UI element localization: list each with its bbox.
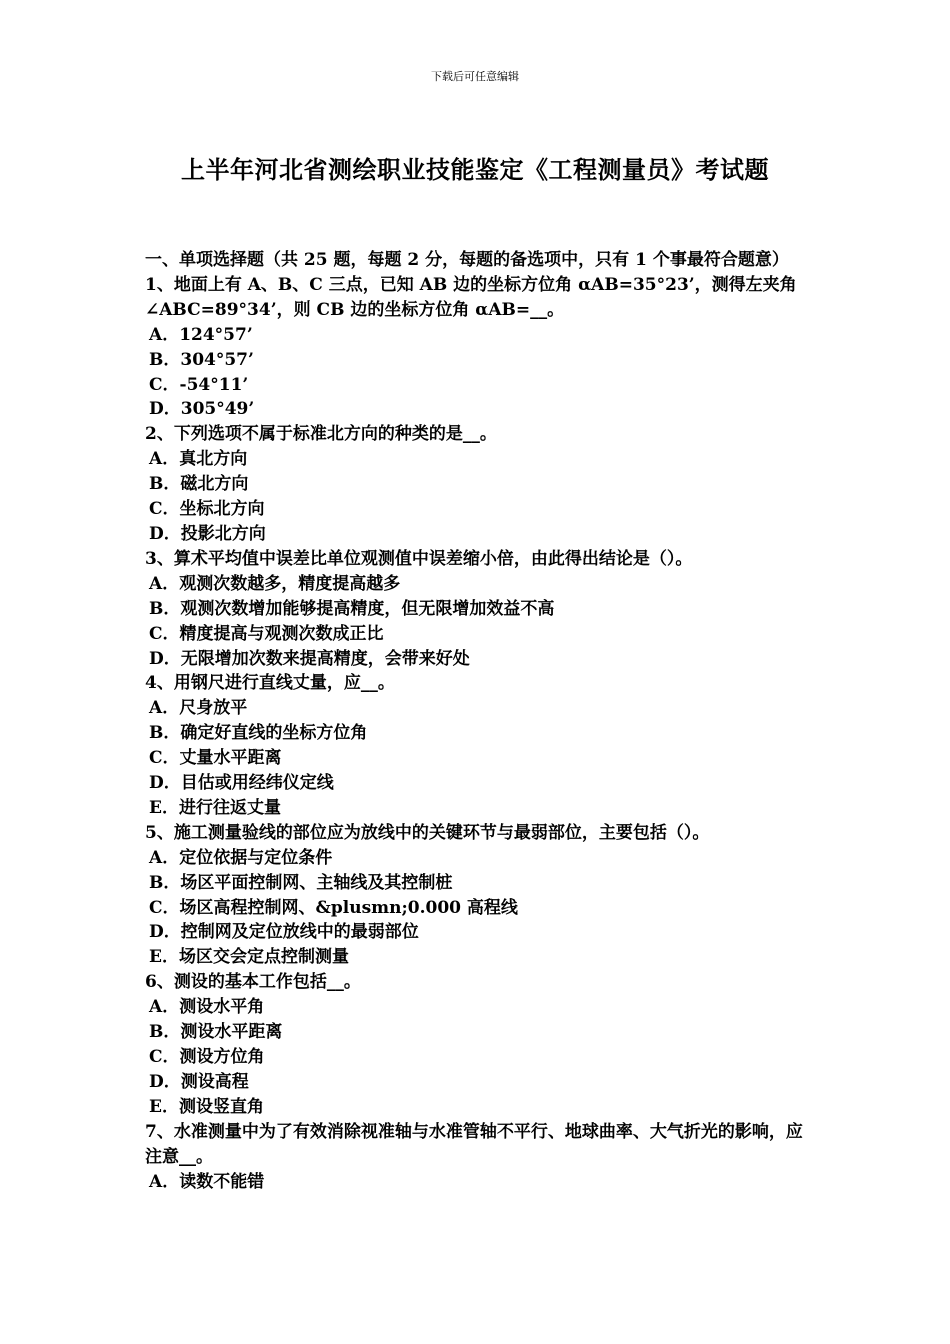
question-stem: 1、地面上有 A、B、C 三点，已知 AB 边的坐标方位角 αAB=35°23’，测得左夹角∠ABC=89°34’，则 CB 边的坐标方位角 αAB=__。 [145, 274, 797, 320]
option-c: C．坐标北方向 [149, 499, 265, 520]
option-d: D．目估或用经纬仪定线 [149, 773, 334, 794]
option-a: A．真北方向 [149, 449, 248, 470]
document-body [145, 248, 810, 1194]
option-d: D．投影北方向 [149, 523, 266, 544]
option-a: A．尺身放平 [149, 698, 248, 719]
option-e: E．测设竖直角 [149, 1096, 264, 1117]
question-stem: 5、施工测量验线的部位应为放线中的关键环节与最弱部位，主要包括（）。 [145, 822, 710, 843]
document-title: 上半年河北省测绘职业技能鉴定《工程测量员》考试题 [181, 155, 769, 184]
option-d: D．305°49’ [149, 399, 255, 420]
option-c: C．丈量水平距离 [149, 748, 282, 769]
question-stem: 2、下列选项不属于标准北方向的种类的是__。 [145, 424, 497, 445]
option-d: D．控制网及定位放线中的最弱部位 [149, 922, 419, 943]
question-stem: 3、算术平均值中误差比单位观测值中误差缩小倍，由此得出结论是（）。 [145, 548, 693, 569]
option-b: B．观测次数增加能够提高精度，但无限增加效益不高 [149, 598, 555, 619]
question-6 [145, 970, 810, 1119]
option-b: B．场区平面控制网、主轴线及其控制桩 [149, 872, 453, 893]
section-heading: 一、单项选择题（共 25 题，每题 2 分，每题的备选项中，只有 1 个事最符合题意） [145, 250, 789, 270]
option-a: A．测设水平角 [149, 997, 265, 1018]
option-a: A．124°57’ [149, 324, 253, 345]
question-stem: 4、用钢尺进行直线丈量，应__。 [145, 673, 395, 694]
option-a: A．观测次数越多，精度提高越多 [149, 573, 401, 594]
question-2 [145, 422, 810, 547]
option-b: B．磁北方向 [149, 474, 249, 495]
header-note: 下载后可任意编辑 [431, 70, 519, 83]
question-3 [145, 547, 810, 672]
question-stem: 7、水准测量中为了有效消除视准轴与水准管轴不平行、地球曲率、大气折光的影响，应注意__。 [145, 1121, 803, 1167]
option-e: E．进行往返丈量 [149, 797, 281, 818]
option-a: A．定位依据与定位条件 [149, 847, 333, 868]
question-4 [145, 671, 810, 820]
question-7 [145, 1120, 810, 1195]
option-b: B．确定好直线的坐标方位角 [149, 723, 368, 744]
option-b: B．304°57’ [149, 349, 254, 370]
option-c: C．场区高程控制网、&plusmn;0.000 高程线 [149, 897, 518, 918]
question-5 [145, 821, 810, 970]
question-1 [145, 273, 810, 422]
option-d: D．无限增加次数来提高精度，会带来好处 [149, 648, 470, 669]
option-e: E．场区交会定点控制测量 [149, 947, 349, 968]
option-d: D．测设高程 [149, 1071, 249, 1092]
option-b: B．测设水平距离 [149, 1022, 283, 1043]
option-c: C．-54°11’ [149, 374, 249, 395]
option-c: C．精度提高与观测次数成正比 [149, 623, 384, 644]
option-c: C．测设方位角 [149, 1047, 265, 1067]
question-stem: 6、测设的基本工作包括__。 [145, 972, 361, 993]
option-a: A．读数不能错 [149, 1171, 265, 1192]
